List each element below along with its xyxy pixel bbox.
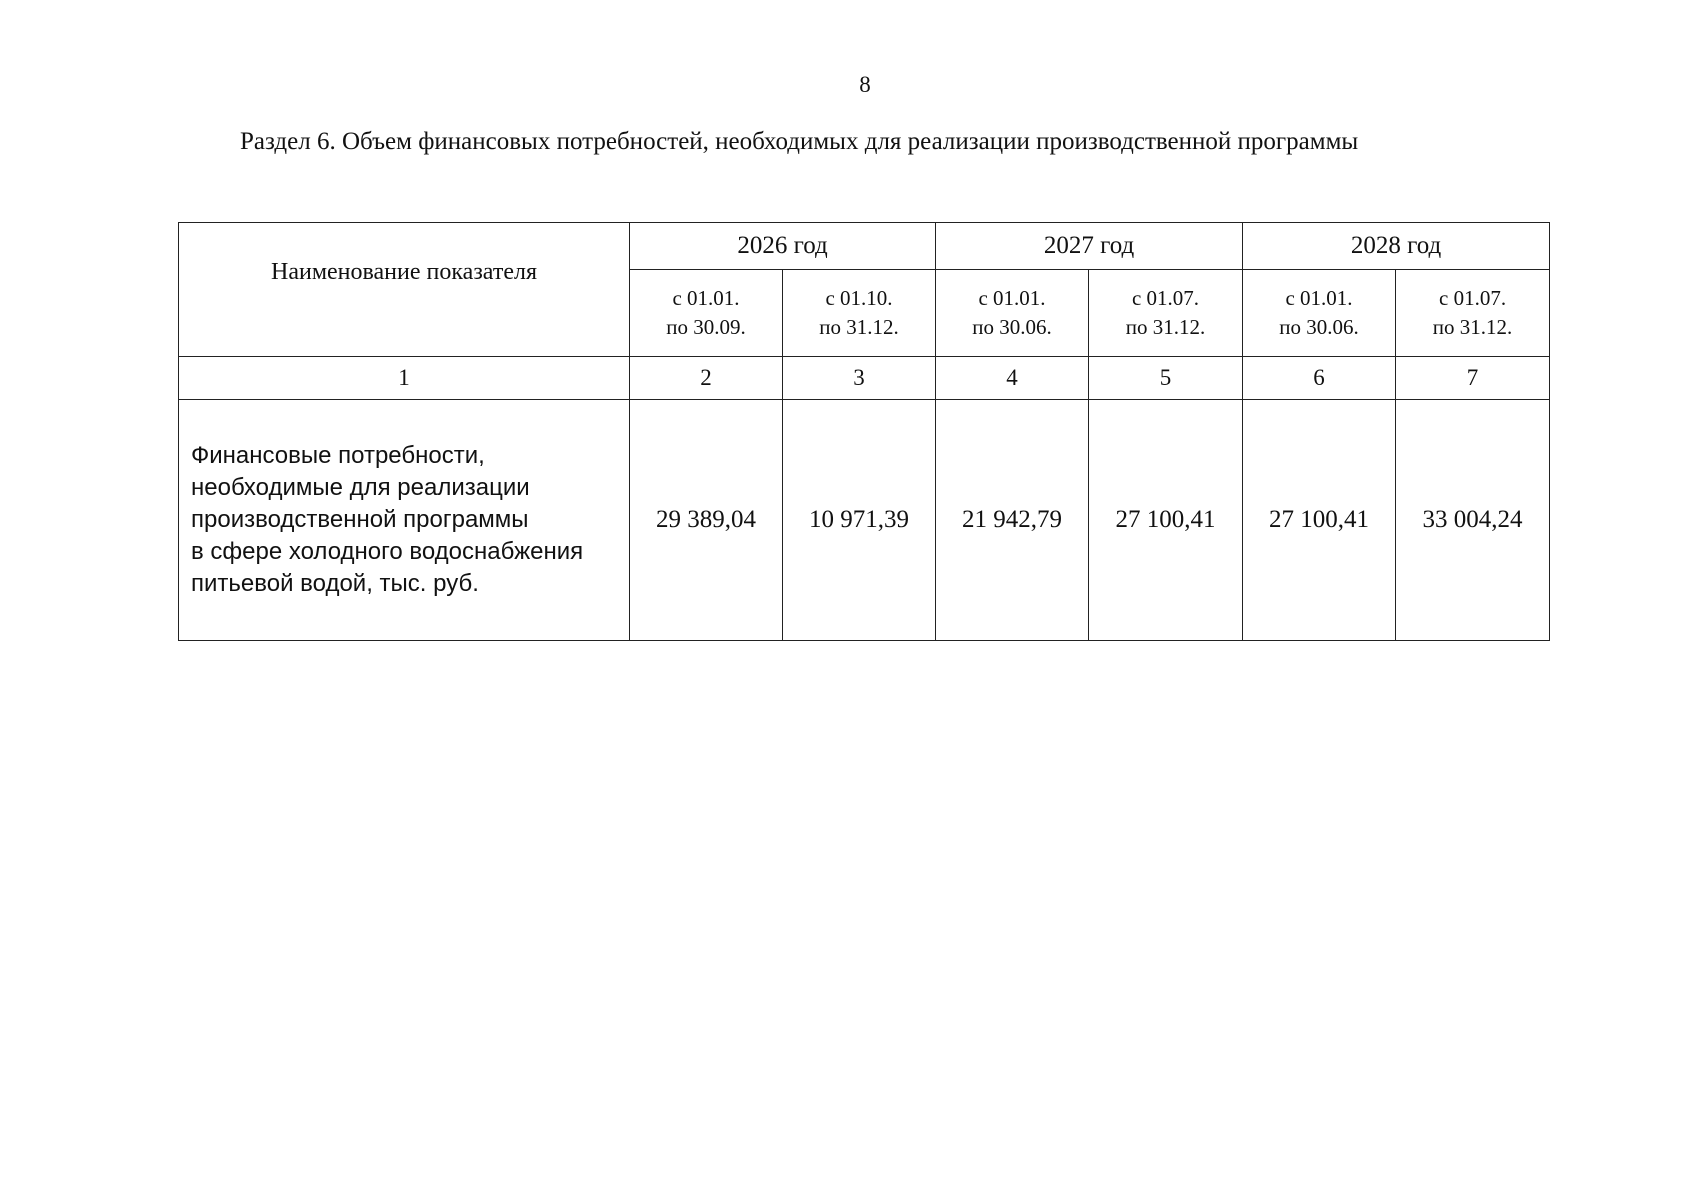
row-label-line: производственной программы bbox=[191, 506, 529, 533]
period-to: по 30.09. bbox=[666, 315, 746, 339]
financial-needs-row bbox=[179, 400, 1550, 641]
row-label bbox=[179, 400, 630, 641]
period-header bbox=[1089, 270, 1243, 357]
column-number-row bbox=[179, 357, 1550, 400]
row-label-line: питьевой водой, тыс. руб. bbox=[191, 570, 479, 597]
section-title: Раздел 6. Объем финансовых потребностей, необходимых для реализации производственной программы bbox=[240, 128, 1359, 155]
column-number: 4 bbox=[936, 357, 1089, 400]
column-number: 3 bbox=[783, 357, 936, 400]
value-cell: 27 100,41 bbox=[1089, 400, 1243, 641]
value-cell: 10 971,39 bbox=[783, 400, 936, 641]
period-from: с 01.01. bbox=[672, 286, 740, 310]
period-to: по 31.12. bbox=[819, 315, 899, 339]
row-label-line: в сфере холодного водоснабжения bbox=[191, 538, 584, 565]
column-number: 6 bbox=[1243, 357, 1396, 400]
year-header-2027: 2027 год bbox=[936, 223, 1243, 270]
period-from: с 01.10. bbox=[825, 286, 893, 310]
period-header bbox=[1243, 270, 1396, 357]
column-number: 2 bbox=[630, 357, 783, 400]
indicator-name-header: Наименование показателя bbox=[179, 223, 630, 357]
value-cell: 21 942,79 bbox=[936, 400, 1089, 641]
period-from: с 01.01. bbox=[978, 286, 1046, 310]
column-number: 5 bbox=[1089, 357, 1243, 400]
period-from: с 01.07. bbox=[1439, 286, 1507, 310]
value-cell: 29 389,04 bbox=[630, 400, 783, 641]
page-number: 8 bbox=[859, 72, 871, 97]
period-to: по 30.06. bbox=[1279, 315, 1359, 339]
period-header bbox=[630, 270, 783, 357]
financial-needs-table bbox=[178, 222, 1550, 641]
period-header bbox=[1396, 270, 1550, 357]
row-label-line: Финансовые потребности, bbox=[191, 442, 485, 469]
column-number: 7 bbox=[1396, 357, 1550, 400]
period-to: по 30.06. bbox=[972, 315, 1052, 339]
period-from: с 01.01. bbox=[1285, 286, 1353, 310]
header-row-years bbox=[179, 223, 1550, 270]
period-header bbox=[783, 270, 936, 357]
value-cell: 27 100,41 bbox=[1243, 400, 1396, 641]
period-to: по 31.12. bbox=[1432, 315, 1513, 339]
value-cell: 33 004,24 bbox=[1396, 400, 1550, 641]
period-to: по 31.12. bbox=[1125, 315, 1206, 339]
period-header bbox=[936, 270, 1089, 357]
column-number: 1 bbox=[179, 357, 630, 400]
row-label-line: необходимые для реализации bbox=[191, 474, 530, 501]
year-header-2028: 2028 год bbox=[1243, 223, 1550, 270]
year-header-2026: 2026 год bbox=[630, 223, 936, 270]
period-from: с 01.07. bbox=[1131, 286, 1200, 310]
